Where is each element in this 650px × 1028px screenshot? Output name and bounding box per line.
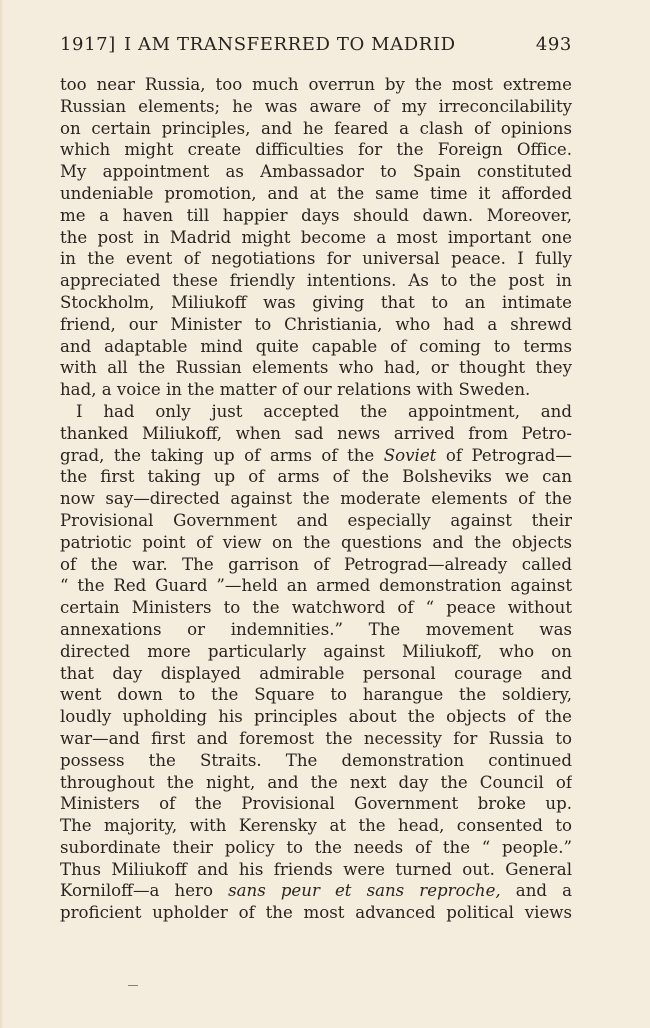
text-line: loudly upholding his principles about the objects of the bbox=[60, 707, 572, 727]
text-line: on certain principles, and he feared a clash of opinions bbox=[60, 118, 572, 138]
text-line: had, a voice in the matter of our relations with Sweden. bbox=[60, 380, 531, 400]
text-line: throughout the night, and the next day the Council of bbox=[60, 772, 572, 792]
text-line: me a haven till happier days should dawn. Moreover, bbox=[60, 205, 572, 225]
text-line: Thus Miliukoff and his friends were turned out. General bbox=[60, 859, 572, 879]
text-line: The majority, with Kerensky at the head, consented to bbox=[60, 816, 572, 836]
text-line: patriotic point of view on the questions and the objects bbox=[60, 532, 572, 552]
text-segment: of Petrograd— bbox=[436, 445, 572, 465]
text-line-mixed bbox=[60, 880, 572, 902]
text-line: directed more particularly against Miliukoff, who on bbox=[60, 641, 572, 661]
text-segment: and a bbox=[500, 881, 572, 901]
body-text bbox=[60, 74, 572, 924]
italic-text: Soviet bbox=[383, 445, 437, 465]
text-line: appreciated these friendly intentions. As to the post in bbox=[60, 271, 572, 291]
text-line: Russian elements; he was aware of my irreconcilability bbox=[60, 96, 572, 116]
running-head-year: 1917] bbox=[60, 34, 116, 55]
text-line: in the event of negotiations for universal peace. I fully bbox=[60, 249, 572, 269]
text-line: of the war. The garrison of Petrograd—already called bbox=[60, 554, 572, 574]
text-line: possess the Straits. The demonstration continued bbox=[60, 750, 572, 770]
text-line: that day displayed admirable personal courage and bbox=[60, 663, 572, 683]
text-line: and adaptable mind quite capable of coming to terms bbox=[60, 336, 572, 356]
running-head-title: I AM TRANSFERRED TO MADRID bbox=[124, 34, 456, 55]
text-line: went down to the Square to harangue the soldiery, bbox=[60, 685, 572, 705]
text-line: Stockholm, Miliukoff was giving that to an intimate bbox=[60, 292, 572, 312]
text-line-mixed bbox=[60, 445, 572, 467]
text-line: war—and first and foremost the necessity for Russia to bbox=[60, 728, 572, 748]
italic-text: sans peur et sans reproche, bbox=[228, 881, 501, 901]
text-line: now say—directed against the moderate elements of the bbox=[60, 489, 572, 509]
text-line: Provisional Government and especially against their bbox=[60, 510, 572, 530]
text-segment: Korniloff—a hero bbox=[60, 881, 229, 901]
text-line: the post in Madrid might become a most important one bbox=[60, 227, 572, 247]
text-line: Ministers of the Provisional Government broke up. bbox=[60, 794, 572, 814]
text-line: “ the Red Guard ”—held an armed demonstration against bbox=[60, 576, 572, 596]
text-line: I had only just accepted the appointment, and bbox=[76, 401, 572, 421]
page-number: 493 bbox=[535, 34, 572, 55]
text-line: subordinate their policy to the needs of the “ people.” bbox=[60, 837, 572, 857]
text-line: undeniable promotion, and at the same time it afforded bbox=[60, 183, 572, 203]
text-line: which might create difficulties for the Foreign Office. bbox=[60, 140, 572, 160]
running-head bbox=[60, 34, 572, 58]
text-line: annexations or indemnities.” The movement was bbox=[60, 619, 572, 639]
text-line: too near Russia, too much overrun by the most extreme bbox=[60, 75, 572, 94]
page-edge bbox=[0, 0, 4, 1028]
text-line: certain Ministers to the watchword of “ peace without bbox=[60, 598, 572, 618]
text-line: with all the Russian elements who had, or thought they bbox=[60, 358, 572, 378]
text-segment: grad, the taking up of arms of the bbox=[60, 445, 384, 465]
page-mark bbox=[128, 985, 138, 986]
text-line: My appointment as Ambassador to Spain constituted bbox=[60, 162, 572, 182]
text-line: proficient upholder of the most advanced political views bbox=[60, 903, 572, 923]
text-line: thanked Miliukoff, when sad news arrived from Petro- bbox=[60, 423, 572, 443]
text-line: friend, our Minister to Christiania, who had a shrewd bbox=[60, 314, 572, 334]
text-line: the first taking up of arms of the Bolsheviks we can bbox=[60, 467, 572, 487]
